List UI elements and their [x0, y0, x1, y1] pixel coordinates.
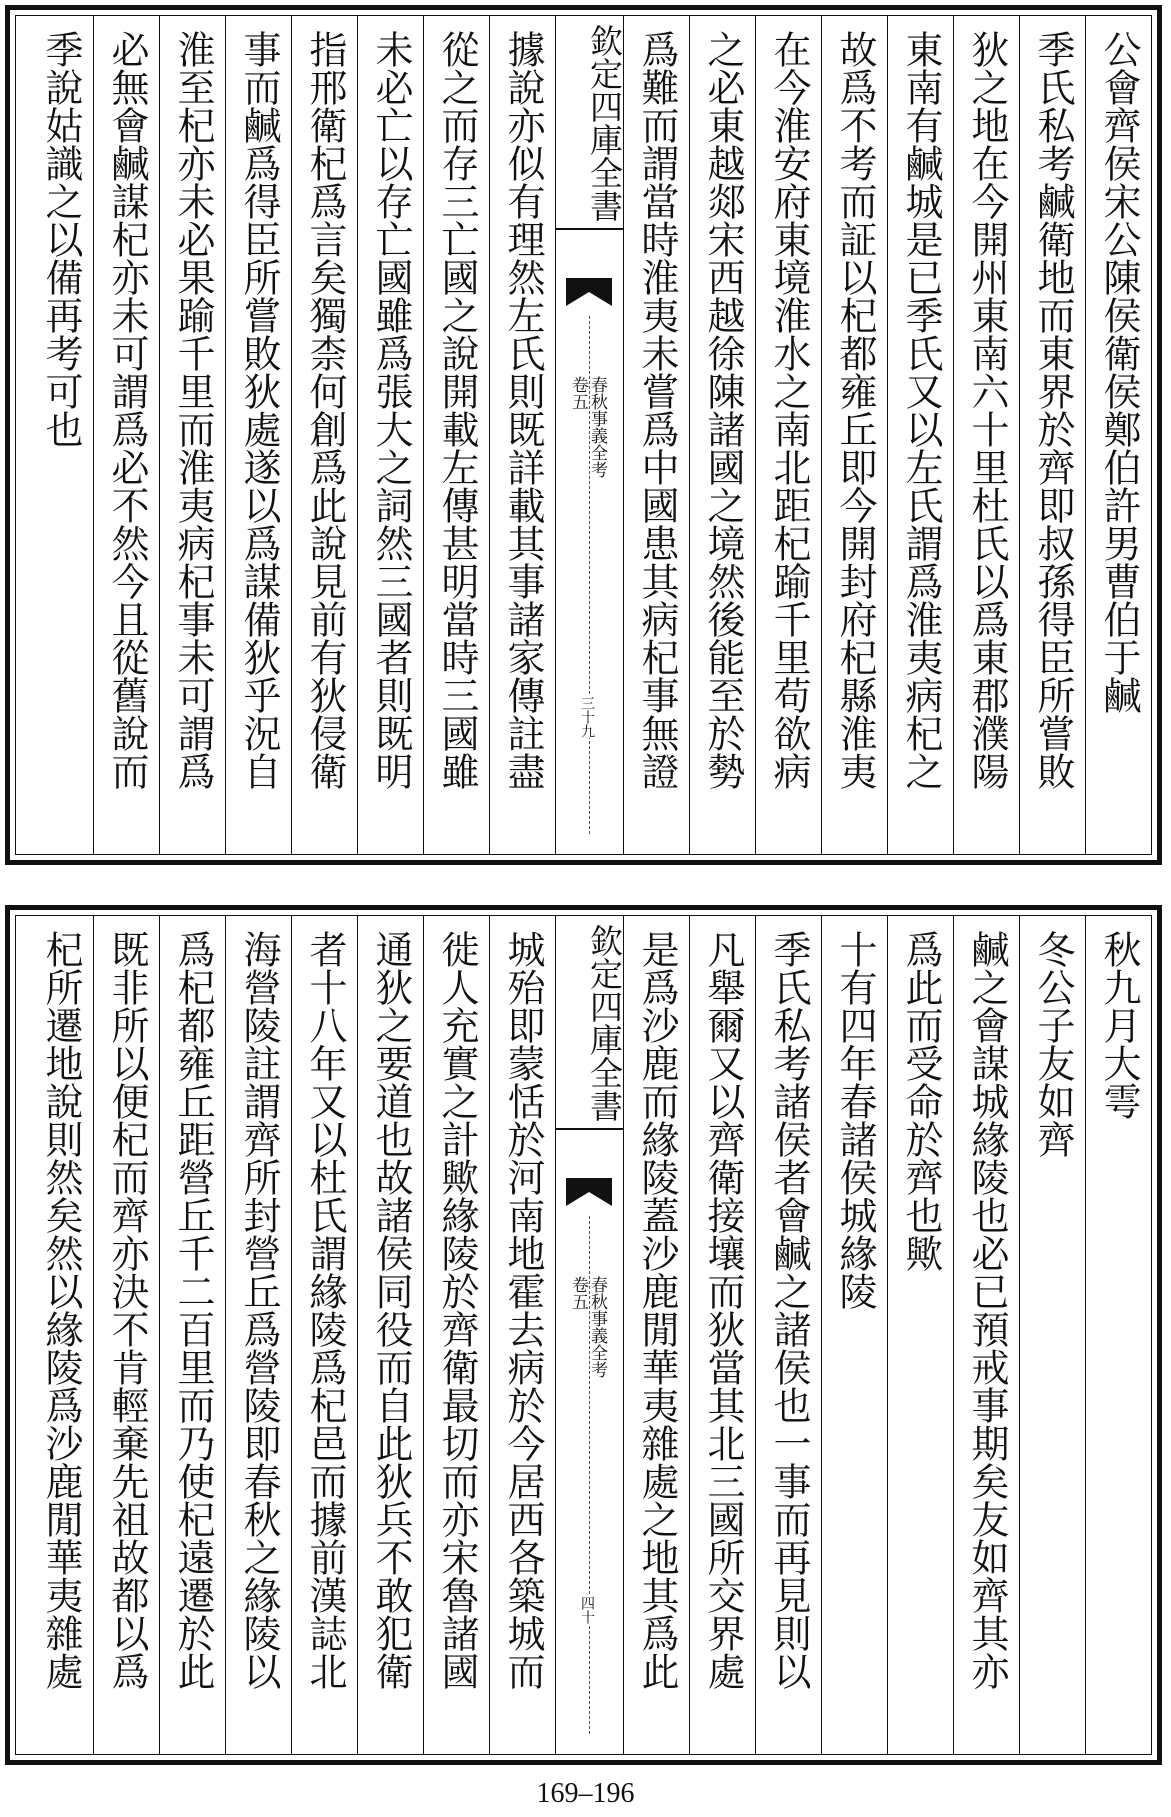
text-column: 通狄之要道也故諸侯同役而自此狄兵不敢犯衛: [357, 916, 423, 1754]
text-column: 十有四年春諸侯城緣陵: [821, 916, 887, 1754]
text-column: 者十八年又以杜氏謂緣陵爲杞邑而據前漢誌北: [291, 916, 357, 1754]
banner-page-number: 三十九: [579, 696, 595, 738]
text-column: 凡舉爾又以齊衛接壤而狄當其北三國所交界處: [689, 916, 755, 1754]
text-column: 狄之地在今開州東南六十里杜氏以爲東郡濮陽: [953, 16, 1019, 854]
upper-page-columns: [15, 15, 1152, 855]
text-column: 爲杞都雍丘距營丘千二百里而乃使杞遠遷於此: [159, 916, 225, 1754]
lower-page-columns: [15, 915, 1152, 1755]
text-column: 之必東越郯宋西越徐陳諸國之境然後能至於勢: [689, 16, 755, 854]
text-column: 未必亡以存亡國雖爲張大之詞然三國者則既明: [357, 16, 423, 854]
text-column: 據說亦似有理然左氏則既詳載其事諸家傳註盡: [489, 16, 555, 854]
lower-page: [5, 905, 1162, 1765]
text-column: 東南有鹹城是已季氏又以左氏謂爲淮夷病杞之: [887, 16, 953, 854]
text-column: 從之而存三亡國之說開載左傳甚明當時三國雖: [423, 16, 489, 854]
text-column: 季氏私考諸侯者會鹹之諸侯也一事而再見則以: [755, 916, 821, 1754]
text-column: 是爲沙鹿而緣陵蓋沙鹿閒華夷雜處之地其爲此: [623, 916, 689, 1754]
fish-tail-ornament-icon: [566, 278, 612, 308]
text-column: 故爲不考而証以杞都雍丘即今開封府杞縣淮夷: [821, 16, 887, 854]
text-column: 淮至杞亦未必果踰千里而淮夷病杞事未可謂爲: [159, 16, 225, 854]
text-column: 公會齊侯宋公陳侯衛侯鄭伯許男曹伯于鹹: [1085, 16, 1151, 854]
banner-subtitle: 春秋事義全考: [587, 376, 607, 478]
fish-tail-ornament-icon: [566, 1178, 612, 1208]
text-column: 徙人充實之計歟緣陵於齊衛最切而亦宋魯諸國: [423, 916, 489, 1754]
text-column: 季氏私考鹹衛地而東界於齊即叔孫得臣所嘗敗: [1019, 16, 1085, 854]
page-number: 169–196: [536, 1778, 635, 1809]
text-column: 秋九月大雩: [1085, 916, 1151, 1754]
banner-title: 欽定四庫全書: [556, 924, 624, 1130]
banner-subtitle: 春秋事義全考: [587, 1276, 607, 1378]
text-column: 事而鹹爲得臣所嘗敗狄處遂以爲謀備狄乎況自: [225, 16, 291, 854]
banner-column: [555, 16, 623, 854]
banner-volume: 卷五: [568, 376, 588, 410]
text-column: 城殆即蒙恬於河南地霍去病於今居西各築城而: [489, 916, 555, 1754]
banner-column: [555, 916, 623, 1754]
text-column: 冬公子友如齊: [1019, 916, 1085, 1754]
text-column: 指邢衛杞爲言矣獨柰何創爲此說見前有狄侵衛: [291, 16, 357, 854]
text-column: 在今淮安府東境淮水之南北距杞踰千里苟欲病: [755, 16, 821, 854]
text-column: 鹹之會謀城緣陵也必已預戒事期矣友如齊其亦: [953, 916, 1019, 1754]
text-column: 既非所以便杞而齊亦決不肯輕棄先祖故都以爲: [93, 916, 159, 1754]
text-column: 爲難而謂當時淮夷未嘗爲中國患其病杞事無證: [623, 16, 689, 854]
banner-title: 欽定四庫全書: [556, 24, 624, 230]
text-column: 海營陵註謂齊所封營丘爲營陵即春秋之緣陵以: [225, 916, 291, 1754]
banner-page-number: 四十: [579, 1596, 595, 1624]
text-column: 爲此而受命於齊也歟: [887, 916, 953, 1754]
text-column: 季說姑識之以備再考可也: [39, 30, 83, 448]
banner-volume: 卷五: [568, 1276, 588, 1310]
text-column: 必無會鹹謀杞亦未可謂爲必不然今且從舊說而: [93, 16, 159, 854]
text-column: 杞所遷地說則然矣然以緣陵爲沙鹿閒華夷雜處: [39, 930, 83, 1690]
upper-page: [5, 5, 1162, 865]
